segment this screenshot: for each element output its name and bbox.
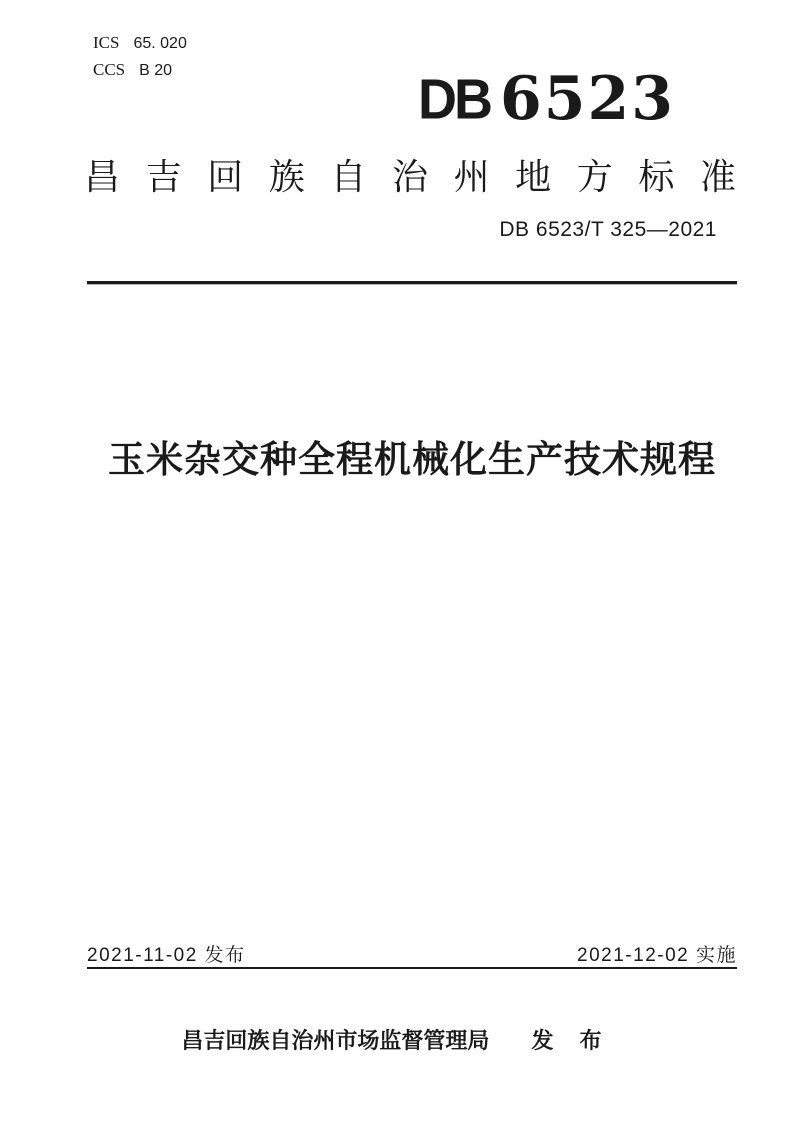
standard-type-char: 回 — [207, 156, 244, 197]
standard-type-char: 自 — [330, 156, 367, 197]
classification-codes — [93, 30, 187, 84]
standard-type-char: 方 — [576, 156, 613, 197]
dates-row — [87, 940, 737, 967]
standard-type-char: 地 — [515, 156, 552, 197]
ccs-value: B 20 — [139, 62, 173, 79]
standard-type-heading — [84, 149, 736, 200]
standard-type-char: 吉 — [145, 156, 182, 197]
standard-type-char: 标 — [638, 156, 675, 197]
standard-type-char: 准 — [699, 156, 736, 197]
publish-action-label: 发 布 — [531, 1028, 612, 1053]
ics-value: 65. 020 — [133, 35, 187, 52]
publisher-name: 昌吉回族自治州市场监督管理局 — [181, 1028, 490, 1053]
document-title: 玉米杂交种全程机械化生产技术规程 — [108, 439, 716, 480]
implementation-date: 2021-12-02 实施 — [577, 945, 737, 966]
standard-type-char: 治 — [391, 156, 428, 197]
publisher-row — [0, 1024, 793, 1055]
standard-type-char: 族 — [268, 156, 305, 197]
db-logo-prefix: DB — [418, 68, 490, 131]
footer-divider-line — [87, 967, 737, 969]
ccs-code-line — [93, 57, 187, 84]
ics-code-line — [93, 30, 187, 57]
standard-type-char: 昌 — [84, 156, 121, 197]
standard-code: DB 6523/T 325—2021 — [499, 218, 717, 241]
db-standard-logo — [418, 64, 675, 134]
db-logo-number: 6523 — [500, 64, 675, 134]
standard-type-char: 州 — [453, 156, 490, 197]
header-divider-line — [87, 281, 737, 284]
ccs-label: CCS — [93, 60, 126, 79]
ics-label: ICS — [93, 33, 120, 52]
issue-date: 2021-11-02 发布 — [87, 945, 246, 966]
